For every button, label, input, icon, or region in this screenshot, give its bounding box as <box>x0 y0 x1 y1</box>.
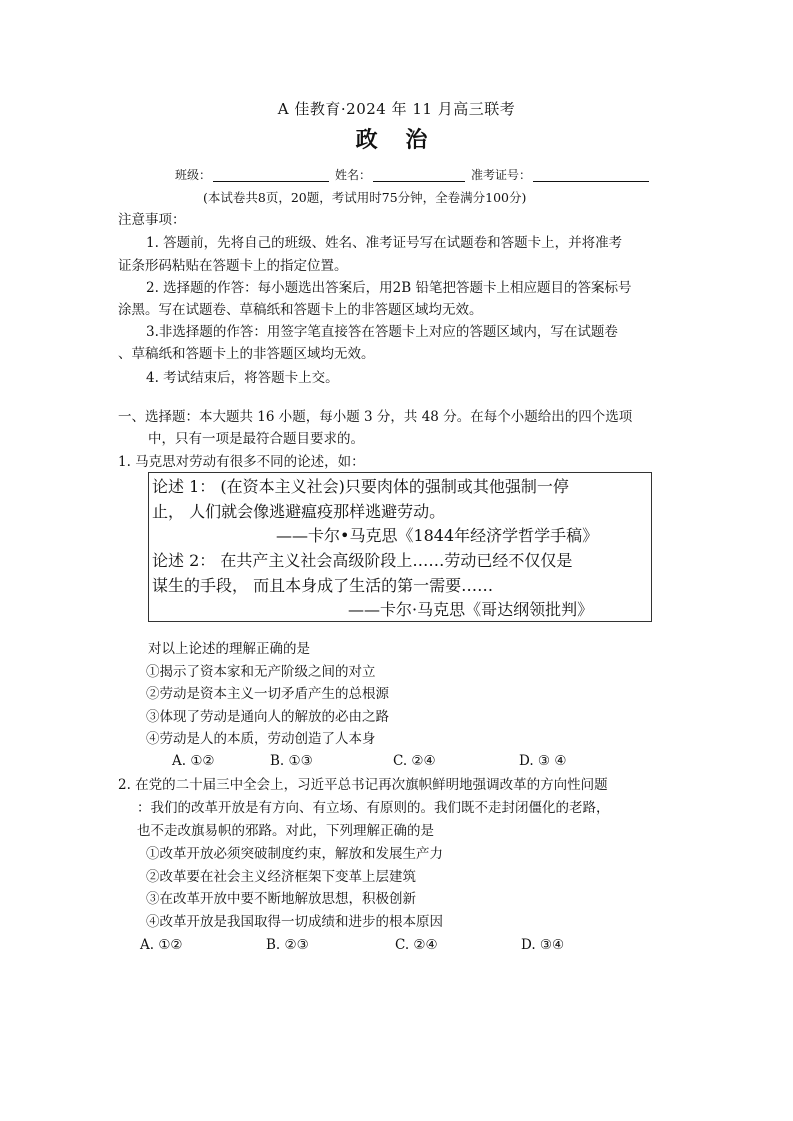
q1-quote-source: ——卡尔•马克思《1844年经济学哲学手稿》 <box>276 526 599 545</box>
q1-quote-line: 谋生的手段， 而且本身成了生活的第一需要…… <box>152 576 494 595</box>
q1-item: ③体现了劳动是通向人的解放的必由之路 <box>146 709 389 725</box>
q1-option-c: C. ②④ <box>393 753 436 769</box>
id-blank <box>533 169 649 182</box>
q1-item: ②劳动是资本主义一切矛盾产生的总根源 <box>146 686 389 702</box>
q2-option-d: D. ③④ <box>521 937 565 953</box>
q2-option-b: B. ②③ <box>266 937 309 953</box>
class-blank <box>213 169 329 182</box>
q2-item: ④改革开放是我国取得一切成绩和进步的根本原因 <box>146 914 443 930</box>
notes-heading: 注意事项： <box>118 212 186 228</box>
q1-quote-line: 论述 2： 在共产主义社会高级阶段上……劳动已经不仅仅是 <box>152 551 573 570</box>
q2-stem-cont: ：我们的改革开放是有方向、有立场、有原则的。我们既不走封闭僵化的老路， <box>137 800 610 816</box>
note-line: 证条形码粘贴在答题卡上的指定位置。 <box>118 258 348 274</box>
section-heading-cont: 中，只有一项是最符合题目要求的。 <box>148 431 364 447</box>
q1-quote-line: 止， 人们就会像逃避瘟疫那样逃避劳动。 <box>152 502 446 521</box>
q2-item: ③在改革开放中要不断地解放思想，积极创新 <box>146 891 416 907</box>
name-blank <box>373 169 465 182</box>
note-line: 4. 考试结束后，将答题卡上交。 <box>146 370 339 386</box>
q1-prompt: 对以上论述的理解正确的是 <box>148 641 310 657</box>
q1-item: ④劳动是人的本质，劳动创造了人本身 <box>146 731 376 747</box>
id-label: 准考证号： <box>471 168 532 182</box>
q1-quote-line: 论述 1： (在资本主义社会)只要肉体的强制或其他强制一停 <box>152 477 569 496</box>
q1-option-d: D. ③ ④ <box>519 753 567 769</box>
q2-option-a: A. ①② <box>140 937 183 953</box>
q1-item: ①揭示了资本家和无产阶级之间的对立 <box>146 664 376 680</box>
exam-title: A 佳教育·2024 年 11 月高三联考 <box>277 100 516 118</box>
q1-option-b: B. ①③ <box>270 753 313 769</box>
subject-title: 政 治 <box>355 127 438 153</box>
q2-item: ②改革要在社会主义经济框架下变革上层建筑 <box>146 869 416 885</box>
q2-item: ①改革开放必须突破制度约束，解放和发展生产力 <box>146 846 443 862</box>
note-line: 3.非选择题的作答：用签字笔直接答在答题卡上对应的答题区域内，写在试题卷 <box>146 324 618 340</box>
class-label: 班级： <box>175 168 212 182</box>
q2-stem-cont: 也不走改旗易帜的邪路。对此，下列理解正确的是 <box>137 823 434 839</box>
q2-option-c: C. ②④ <box>395 937 438 953</box>
name-label: 姓名： <box>335 168 372 182</box>
q2-stem: 2. 在党的二十届三中全会上，习近平总书记再次旗帜鲜明地强调改革的方向性问题 <box>118 777 608 793</box>
student-info-fields <box>175 168 655 182</box>
note-line: 1. 答题前，先将自己的班级、姓名、准考证号写在试题卷和答题卡上，并将准考 <box>146 235 623 251</box>
note-line: 、草稿纸和答题卡上的非答题区域均无效。 <box>118 346 375 362</box>
note-line: 涂黑。写在试题卷、草稿纸和答题卡上的非答题区域均无效。 <box>118 302 483 318</box>
section-heading: 一、选择题：本大题共 16 小题，每小题 3 分，共 48 分。在每个小题给出的四个选项 <box>118 409 633 425</box>
exam-info: (本试卷共8页，20题，考试用时75分钟，全卷满分100分) <box>203 190 527 205</box>
q1-stem: 1. 马克思对劳动有很多不同的论述，如： <box>118 454 365 470</box>
q1-option-a: A. ①② <box>172 753 215 769</box>
note-line: 2. 选择题的作答：每小题选出答案后，用2B 铅笔把答题卡上相应题目的答案标号 <box>146 280 632 296</box>
q1-quote-source: ——卡尔·马克思《哥达纲领批判》 <box>348 600 594 619</box>
